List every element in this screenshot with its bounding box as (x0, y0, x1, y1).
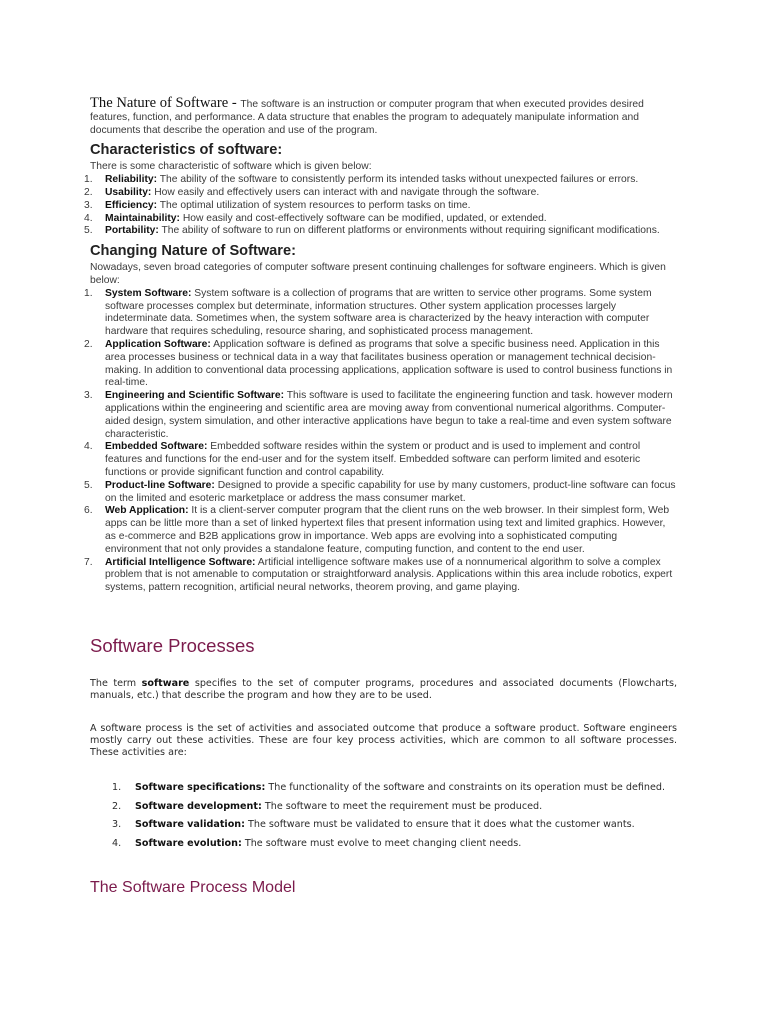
nature-text: The software is an instruction or computer program that when executed provides desired features, function, and performance. A data structure that enables the program to adequately manipulate information and documents that describe the operation and use of the program. (90, 99, 644, 136)
list-number: 4. (84, 441, 93, 453)
list-item (84, 199, 676, 213)
list-item (84, 225, 676, 238)
list-item (112, 799, 677, 816)
item-text: Application software is defined as programs that solve a specific business need. Application in this area processes business or technical data in a way that facilitates business operation or management technical decision-making. In addition to conventional data processing applications, application software is used to control business functions in real-time. (105, 338, 673, 389)
bold-term: software (141, 678, 190, 689)
list-number: 4. (112, 837, 122, 849)
item-text: It is a client-server computer program that the client runs on the web browser. In their simplest form, Web apps can be little more than a set of linked hypertext files that present information using text and limited graphics. However, as e-commerce and B2B applications grow in importance. Web apps are evolving into a sophisticated computing environment that not only provides a standalone feature, computing function, and content to the end user. (105, 505, 670, 555)
list-item (84, 174, 676, 187)
list-number: 5. (84, 479, 93, 491)
item-term: Efficiency: (105, 199, 158, 211)
item-term: Artificial Intelligence Software: (105, 556, 256, 568)
item-text: How easily and effectively users can interact with and navigate through the software. (151, 186, 540, 198)
item-text: The software must be validated to ensure that it does what the customer wants. (244, 819, 635, 830)
list-item (112, 836, 677, 853)
paragraph-text: specifies to the set of computer programs, procedures and associated documents (Flowcharts, manuals, etc.) that describe the program and how they are to be used. (90, 678, 677, 701)
characteristics-heading: Characteristics of software: (90, 142, 283, 159)
item-term: Engineering and Scientific Software: (105, 390, 285, 402)
list-item (84, 505, 676, 556)
list-number: 3. (112, 819, 122, 830)
list-item (84, 479, 676, 506)
item-text: The optimal utilization of system resources to perform tasks on time. (157, 199, 471, 211)
software-categories-list (84, 287, 676, 595)
item-term: Portability: (105, 225, 159, 237)
item-term: Embedded Software: (105, 441, 208, 453)
item-term: Software development: (135, 800, 262, 812)
item-text: This software is used to facilitate the engineering function and task. however modern applications within the engineering and scientific area are moving away from conventional numerical algorithms. Computer-aided design, system simulation, and other interactive applications have begun to take a real-time and even system software characteristic. (105, 390, 673, 440)
item-term: Software validation: (135, 819, 245, 830)
list-number: 2. (84, 186, 93, 198)
item-term: Maintainability: (105, 212, 180, 224)
list-number: 3. (84, 390, 93, 402)
list-number: 1. (84, 287, 93, 299)
list-item (84, 212, 676, 226)
list-number: 3. (84, 199, 93, 211)
item-text: The ability of software to run on different platforms or environments without requiring significant modifications. (158, 225, 660, 237)
list-number: 2. (84, 338, 93, 350)
list-number: 6. (84, 505, 93, 517)
item-text: Embedded software resides within the system or product and is used to implement and control features and functions for the end-user and for the system itself. Embedded software can perform limited and esoteric functions or provide significant function and control capability. (105, 441, 641, 478)
list-item (84, 556, 676, 595)
process-activities-list (90, 780, 677, 852)
item-term: Reliability: (105, 174, 158, 186)
software-processes-section (90, 633, 677, 854)
list-number: 2. (112, 800, 122, 812)
item-term: Application Software: (105, 338, 211, 350)
list-item (112, 780, 677, 797)
nature-title: The Nature of Software - (90, 95, 241, 111)
nature-paragraph (90, 97, 676, 137)
list-number: 1. (112, 782, 122, 793)
item-term: Software specifications: (135, 782, 266, 793)
item-text: Artificial intelligence software makes use of a nonnumerical algorithm to solve a complex problem that is not amenable to computation or straightforward analysis. Applications within this area include robotics, expert systems, pattern recognition, artificial neural networks, theorem proving, and game playing. (105, 556, 673, 594)
list-item (84, 390, 676, 441)
characteristics-intro: There is some characteristic of software which is given below: (90, 161, 372, 173)
item-term: Product-line Software: (105, 479, 215, 491)
process-model-heading: The Software Process Model (90, 879, 296, 896)
item-text: System software is a collection of programs that are written to service other programs. Some system software processes complex but determinate, information structures. Other system application processes largely indeterminate data. Sometimes when, the system software area is characterized by the heavy interaction with computer hardware that requires scheduling, resource sharing, and sophisticated process management. (105, 287, 652, 338)
item-term: Web Application: (105, 505, 189, 517)
list-item (84, 186, 676, 200)
software-nature-section (84, 95, 676, 595)
item-text: The software to meet the requirement must be produced. (261, 800, 543, 812)
list-number: 7. (84, 556, 93, 568)
item-text: Designed to provide a specific capability for use by many customers, product-line software can focus on the limited and esoteric marketplace or address the mass consumer market. (105, 479, 676, 504)
software-term-paragraph (90, 678, 677, 702)
item-term: Software evolution: (135, 837, 242, 849)
characteristics-list (84, 174, 676, 238)
list-number: 5. (84, 225, 93, 237)
list-item (84, 338, 676, 390)
list-number: 4. (84, 212, 93, 224)
software-processes-heading: Software Processes (90, 635, 255, 656)
item-text: The functionality of the software and constraints on its operation must be defined. (265, 782, 666, 793)
item-text: The software must evolve to meet changing client needs. (241, 837, 522, 849)
changing-nature-heading: Changing Nature of Software: (90, 243, 296, 260)
software-process-paragraph: A software process is the set of activities and associated outcome that produce a software product. Software engineers mostly carry out these activities. These are four key process activities, which are common to all software processes. These activities are: (90, 723, 677, 758)
list-item (112, 817, 677, 834)
list-item (84, 441, 676, 479)
item-term: Usability: (105, 186, 152, 198)
changing-nature-intro: Nowadays, seven broad categories of computer software present continuing challenges for software engineers. Which is given below: (90, 262, 666, 286)
paragraph-text: The term (90, 678, 142, 689)
item-text: How easily and cost-effectively software can be modified, updated, or extended. (179, 212, 547, 224)
list-number: 1. (84, 174, 93, 186)
item-text: The ability of the software to consistently perform its intended tasks without unexpected failures or errors. (157, 174, 639, 186)
item-term: System Software: (105, 287, 192, 299)
list-item (84, 287, 676, 339)
